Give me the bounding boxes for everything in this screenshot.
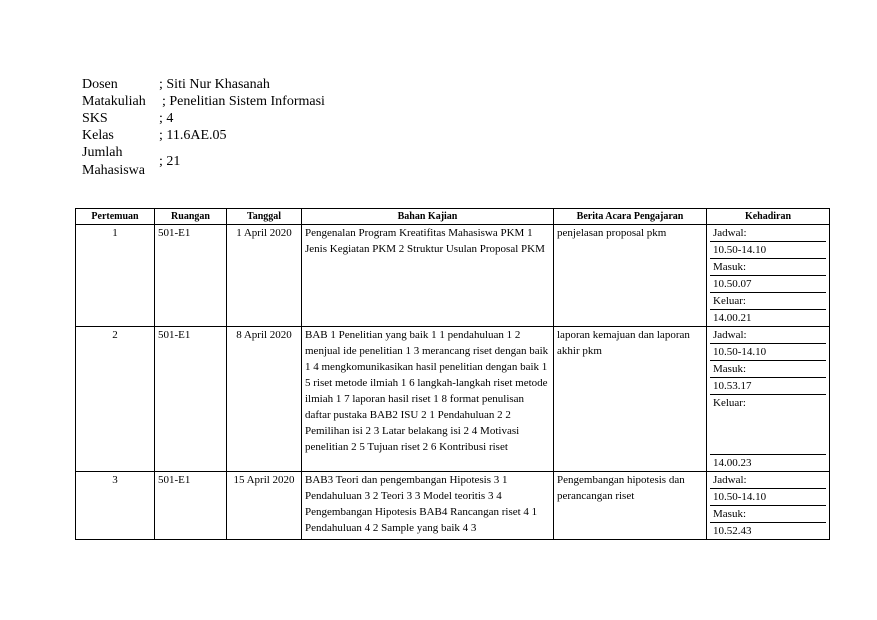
table-header-row	[76, 209, 830, 225]
jumlah-label-line2: Mahasiswa	[82, 163, 145, 178]
kelas-label: Kelas	[82, 128, 114, 143]
col-header-tanggal: Tanggal	[227, 209, 302, 225]
cell-kehadiran	[707, 472, 830, 540]
kehadiran-masuk-label: Masuk:	[710, 506, 826, 523]
kehadiran-masuk-value: 10.53.17	[710, 378, 826, 395]
cell-kehadiran	[707, 327, 830, 472]
col-header-kehadiran: Kehadiran	[707, 209, 830, 225]
kehadiran-masuk-label: Masuk:	[710, 259, 826, 276]
jumlah-value: ; 21	[159, 154, 181, 169]
cell-ruangan: 501-E1	[155, 327, 227, 472]
kehadiran-keluar-label: Keluar:	[710, 293, 826, 310]
kehadiran-jadwal-value: 10.50-14.10	[710, 242, 826, 259]
kehadiran-jadwal-label: Jadwal:	[710, 327, 826, 344]
cell-pertemuan: 3	[76, 472, 155, 540]
cell-pertemuan: 2	[76, 327, 155, 472]
col-header-pertemuan: Pertemuan	[76, 209, 155, 225]
table-row	[76, 472, 830, 540]
cell-tanggal: 1 April 2020	[227, 225, 302, 327]
cell-berita-acara: penjelasan proposal pkm	[554, 225, 707, 327]
kehadiran-jadwal-value: 10.50-14.10	[710, 489, 826, 506]
cell-kehadiran	[707, 225, 830, 327]
kehadiran-jadwal-label: Jadwal:	[710, 472, 826, 489]
cell-berita-acara: Pengembangan hipotesis dan perancangan riset	[554, 472, 707, 540]
sks-value: ; 4	[159, 111, 174, 126]
cell-berita-acara: laporan kemajuan dan laporan akhir pkm	[554, 327, 707, 472]
kehadiran-keluar-label: Keluar:	[710, 395, 826, 455]
jumlah-label-line1: Jumlah	[82, 145, 123, 160]
matakuliah-label: Matakuliah	[82, 94, 146, 109]
cell-bahan-kajian: Pengenalan Program Kreatifitas Mahasiswa PKM 1 Jenis Kegiatan PKM 2 Struktur Usulan Proposal PKM	[302, 225, 554, 327]
col-header-ruangan: Ruangan	[155, 209, 227, 225]
kelas-value: ; 11.6AE.05	[159, 128, 227, 143]
kehadiran-keluar-value: 14.00.23	[713, 457, 752, 469]
kehadiran-jadwal-value: 10.50-14.10	[710, 344, 826, 361]
kehadiran-masuk-value: 10.50.07	[710, 276, 826, 293]
cell-bahan-kajian: BAB3 Teori dan pengembangan Hipotesis 3 1 Pendahuluan 3 2 Teori 3 3 Model teoritis 3 4 Pengembangan Hipotesis BAB4 Rancangan riset 4 1 Pendahuluan 4 2 Sample yang baik 4 3	[302, 472, 554, 540]
col-header-berita-acara: Berita Acara Pengajaran	[554, 209, 707, 225]
cell-bahan-kajian: BAB 1 Penelitian yang baik 1 1 pendahuluan 1 2 menjual ide penelitian 1 3 merancang riset dengan baik 1 4 mengkomunikasikan hasil penelitian dengan baik 1 5 riset metode ilmiah 1 6 langkah-langkah riset metode ilmiah 1 7 laporan hasil riset 1 8 format penulisan daftar pustaka BAB2 ISU 2 1 Pendahuluan 2 2 Pemilihan isi 2 3 Latar belakang isi 2 4 Motivasi penelitian 2 5 Tujuan riset 2 6 Kontribusi riset	[302, 327, 554, 472]
cell-tanggal: 8 April 2020	[227, 327, 302, 472]
sks-label: SKS	[82, 111, 108, 126]
cell-tanggal: 15 April 2020	[227, 472, 302, 540]
kehadiran-jadwal-label: Jadwal:	[710, 225, 826, 242]
dosen-label: Dosen	[82, 77, 118, 92]
cell-ruangan: 501-E1	[155, 225, 227, 327]
matakuliah-value: ; Penelitian Sistem Informasi	[162, 94, 325, 109]
cell-ruangan: 501-E1	[155, 472, 227, 540]
cell-pertemuan: 1	[76, 225, 155, 327]
course-info	[82, 76, 382, 176]
kehadiran-masuk-label: Masuk:	[710, 361, 826, 378]
table-row	[76, 327, 830, 472]
kehadiran-masuk-value: 10.52.43	[713, 525, 752, 537]
kehadiran-keluar-value: 14.00.21	[713, 312, 752, 324]
dosen-value: ; Siti Nur Khasanah	[159, 77, 270, 92]
col-header-bahan-kajian: Bahan Kajian	[302, 209, 554, 225]
table-row	[76, 225, 830, 327]
attendance-table	[75, 208, 830, 540]
